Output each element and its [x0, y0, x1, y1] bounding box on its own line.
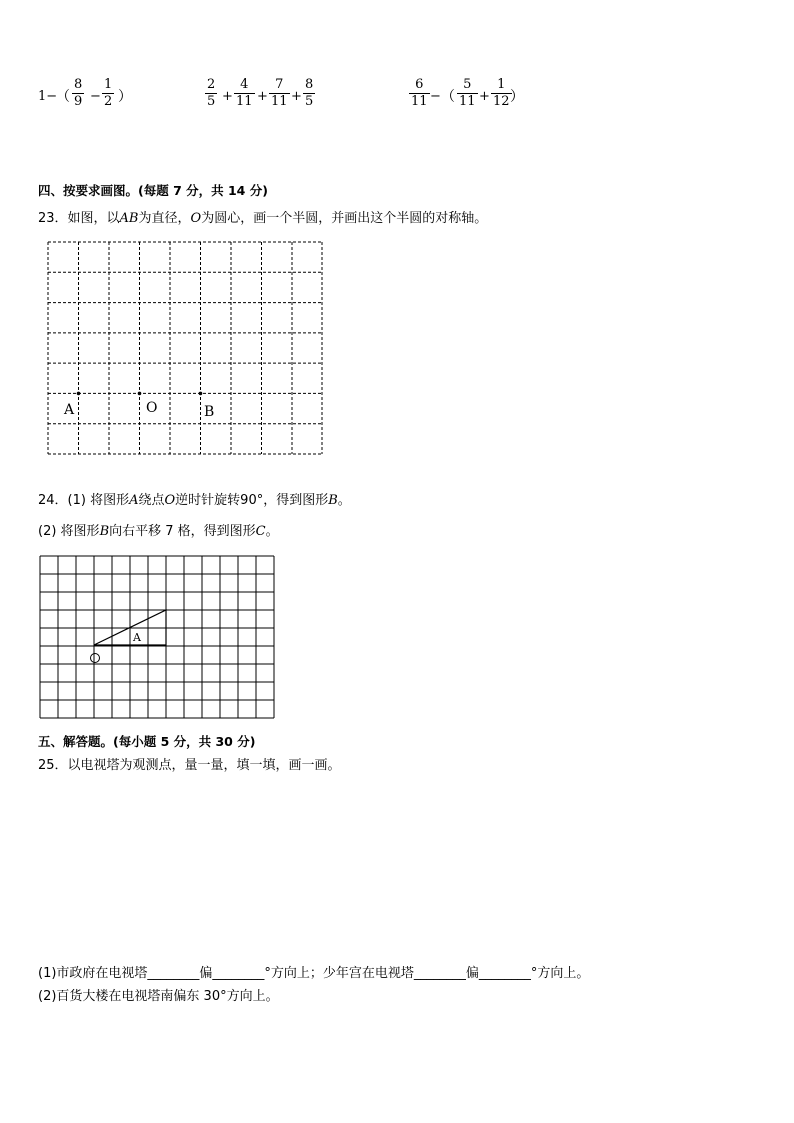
- expr3-fraction-2: $\frac{5}{11}$: [459, 77, 476, 109]
- question-24-part-1: 24．(1) 将图形A绕点O逆时针旋转90°，得到图形B。: [38, 493, 351, 508]
- expr3-close-paren: ）: [510, 89, 524, 105]
- expr2-plus-1: +: [222, 89, 233, 104]
- expr2-fraction-4: $\frac{8}{5}$: [305, 77, 314, 109]
- question-25-line-2: (2)百货大楼在电视塔南偏东 30°方向上。: [38, 989, 279, 1004]
- expr2-plus-3: +: [291, 89, 302, 104]
- expr2-plus-2: +: [257, 89, 268, 104]
- section-5-heading: 五、解答题。(每小题 5 分，共 30 分): [38, 734, 256, 749]
- question-24-part-2: (2) 将图形B向右平移 7 格，得到图形C。: [38, 524, 279, 539]
- square-grid: [40, 556, 274, 718]
- triangle-label-a: A: [133, 631, 141, 644]
- question-25-line-1: (1)市政府在电视塔________偏________°方向上；少年宫在电视塔________偏________°方向上。: [38, 966, 590, 981]
- expr3-open-paren: （: [441, 89, 455, 105]
- expr1-minus: −: [90, 89, 101, 104]
- label-o: O: [146, 400, 158, 416]
- label-a: A: [64, 402, 75, 418]
- question-23-text: 23．如图，以AB为直径，O为圆心，画一个半圆，并画出这个半圆的对称轴。: [38, 211, 488, 226]
- question-25-text: 25．以电视塔为观测点，量一量，填一填，画一画。: [38, 758, 341, 773]
- expr1-open-paren: （: [56, 89, 70, 105]
- expr1-close-paren: ）: [118, 89, 132, 105]
- expr3-minus: −: [430, 89, 441, 104]
- expr1-fraction-2: $\frac{1}{2}$: [104, 77, 113, 109]
- expr2-fraction-2: $\frac{4}{11}$: [236, 77, 253, 109]
- label-b: B: [204, 404, 215, 420]
- section-4-heading: 四、按要求画图。(每题 7 分，共 14 分): [38, 183, 268, 198]
- expr3-fraction-1: $\frac{6}{11}$: [411, 77, 428, 109]
- expr1-prefix: 1−: [38, 89, 58, 104]
- expr3-plus: +: [479, 89, 490, 104]
- expr1-fraction-1: $\frac{8}{9}$: [74, 77, 83, 109]
- point-o-circle: [91, 654, 100, 663]
- expr3-fraction-3: $\frac{1}{12}$: [493, 77, 510, 109]
- expr2-fraction-1: $\frac{2}{5}$: [207, 77, 216, 109]
- expr2-fraction-3: $\frac{7}{11}$: [271, 77, 288, 109]
